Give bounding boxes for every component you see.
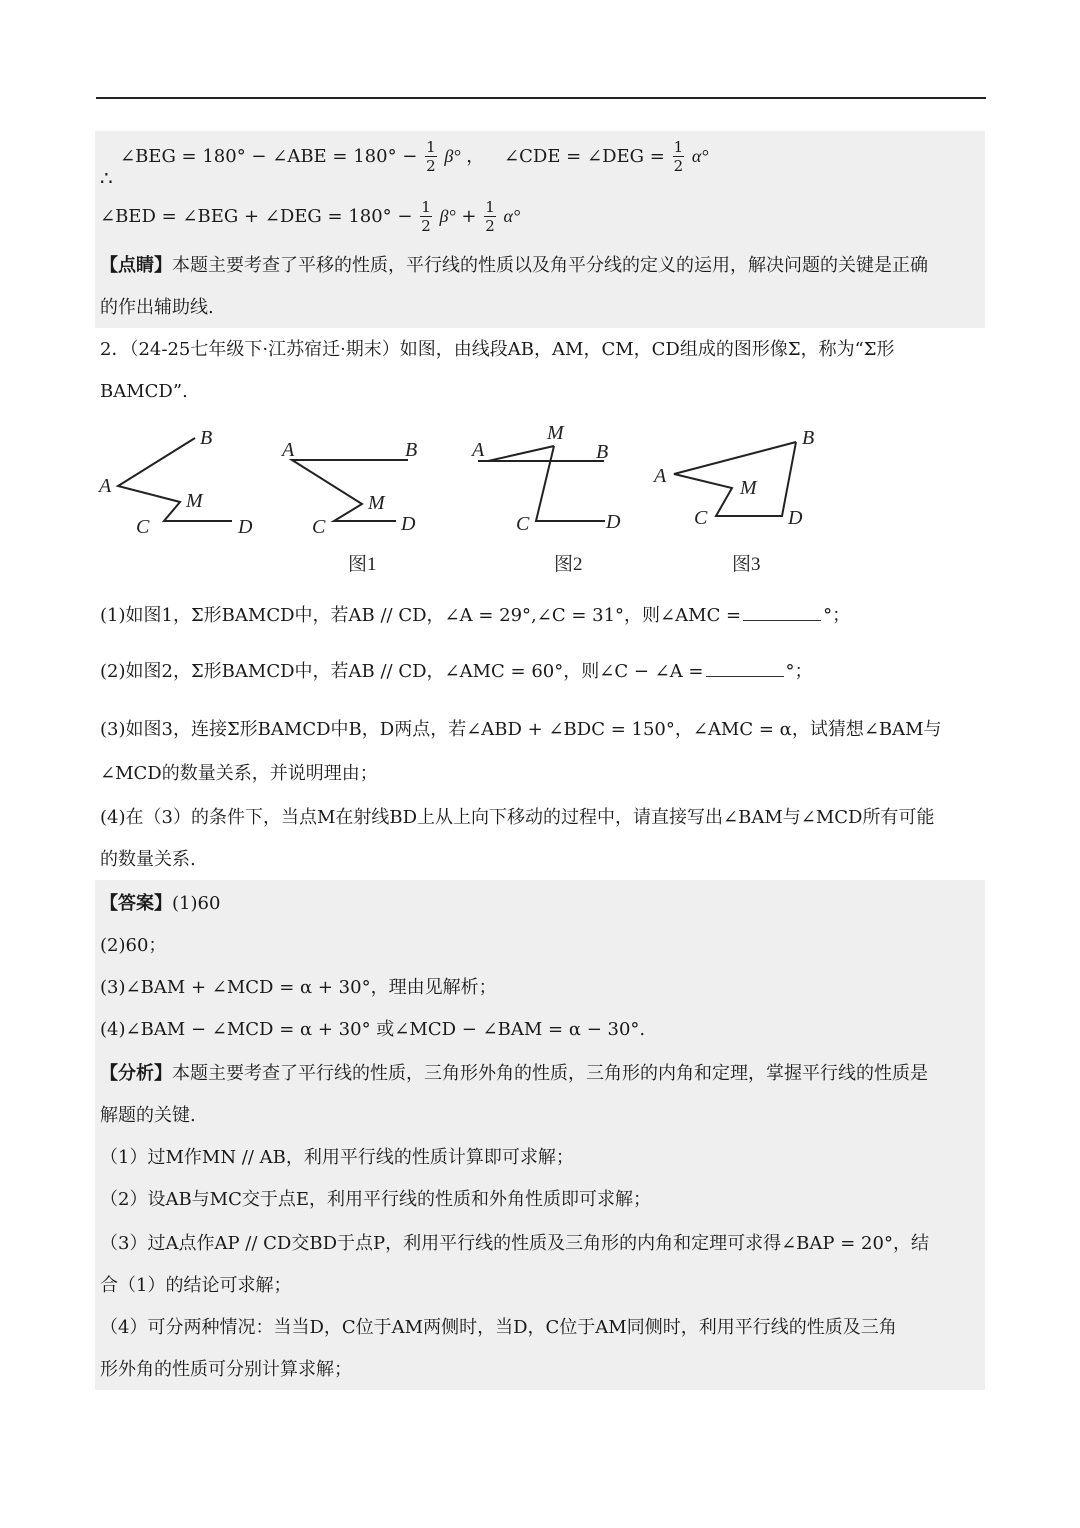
alpha-symbol: α° [691, 146, 709, 166]
f2-label-c: C [312, 516, 326, 538]
dianjing-label: 【点睛】 [100, 255, 172, 276]
question-line-1: 2．（24-25七年级下·江苏宿迁·期末）如图，由线段AB，AM，CM，CD组成的图形像Σ，称为“Σ形 [100, 339, 895, 360]
frac-half-1: $\frac{1}{2}$ [426, 138, 436, 175]
fig2-caption: 图2 [554, 554, 583, 575]
f4-label-m: M [740, 477, 757, 499]
step-2: （2）设AB与MC交于点E，利用平行线的性质和外角性质即可求解； [100, 1189, 652, 1210]
sigma-figures [0, 418, 1080, 598]
q3-line-2: ∠MCD的数量关系，并说明理由； [100, 763, 378, 784]
f3-label-a: A [472, 439, 485, 461]
analysis-line-2: 解题的关键. [100, 1105, 196, 1126]
eq-line-3 [100, 200, 520, 234]
question-line-2: BAMCD”. [100, 381, 188, 402]
q1-blank [743, 602, 821, 621]
f2-label-m: M [368, 492, 385, 514]
answer-3: (3)∠BAM + ∠MCD = α + 30°，理由见解析； [100, 977, 497, 998]
q3-line-1: (3)如图3，连接Σ形BAMCD中B，D两点，若∠ABD + ∠BDC = 150°，∠AMC = α，试猜想∠BAM与 [100, 719, 942, 740]
step-4-line-1: （4）可分两种情况：当当D，C位于AM两侧时，当D，C位于AM同侧时，利用平行线的性质及三角 [100, 1317, 897, 1338]
q2 [100, 658, 813, 686]
q2-tail: °； [785, 661, 813, 682]
dianjing-line-2: 的作出辅助线. [100, 297, 214, 318]
fig3-caption: 图3 [732, 554, 761, 575]
step-4-line-2: 形外角的性质可分别计算求解； [100, 1359, 352, 1380]
q4-line-1: (4)在（3）的条件下，当点M在射线BD上从上向下移动的过程中，请直接写出∠BAM与∠MCD所有可能 [100, 807, 935, 828]
answer-4: (4)∠BAM − ∠MCD = α + 30° 或∠MCD − ∠BAM = α − 30°. [100, 1019, 646, 1040]
q1-text: (1)如图1，Σ形BAMCD中，若AB // CD，∠A = 29°,∠C = 31°，则∠AMC = [100, 605, 742, 626]
beta-symbol: β° [444, 146, 461, 166]
q2-blank [706, 658, 784, 677]
f4-label-d: D [788, 507, 803, 529]
f3-label-m: M [547, 422, 564, 444]
plus-sign: + [461, 206, 477, 227]
analysis-text-1: 本题主要考查了平行线的性质，三角形外角的性质，三角形的内角和定理，掌握平行线的性质是 [172, 1063, 928, 1084]
f1-label-a: A [99, 475, 112, 497]
f1-label-m: M [186, 490, 203, 512]
comma: ， [466, 146, 485, 167]
fig3-shape [536, 446, 605, 521]
step-3-line-2: 合（1）的结论可求解； [100, 1275, 292, 1296]
f3-label-c: C [516, 513, 530, 535]
frac-half-3: $\frac{1}{2}$ [421, 198, 431, 235]
answer-1 [100, 890, 220, 918]
q2-text: (2)如图2，Σ形BAMCD中，若AB // CD，∠AMC = 60°，则∠C − ∠A = [100, 661, 704, 682]
fig2-shape [292, 460, 408, 521]
f2-label-b: B [405, 439, 418, 461]
fig3-top [488, 446, 554, 461]
q1-tail: °； [823, 605, 851, 626]
f4-label-a: A [654, 465, 667, 487]
analysis-label: 【分析】 [100, 1063, 172, 1084]
f1-label-c: C [136, 516, 150, 538]
analysis-line-1 [100, 1060, 928, 1088]
eq-line-1 [100, 140, 709, 174]
frac-half-2: $\frac{1}{2}$ [673, 138, 684, 175]
f4-label-b: B [802, 427, 815, 449]
f1-label-b: B [200, 427, 213, 449]
eq3-text: ∠BED = ∠BEG + ∠DEG = 180° − [100, 206, 413, 227]
answer-1-text: (1)60 [172, 893, 221, 914]
f4-label-c: C [694, 507, 708, 529]
f3-label-d: D [606, 511, 621, 533]
step-3-line-1: （3）过A点作AP // CD交BD于点P，利用平行线的性质及三角形的内角和定理可求得∠BAP = 20°，结 [100, 1233, 929, 1254]
f1-label-d: D [238, 516, 253, 538]
q4-line-2: 的数量关系. [100, 849, 196, 870]
answer-2: (2)60； [100, 935, 167, 956]
fig1-caption: 图1 [348, 554, 377, 575]
dianjing-line-1 [100, 252, 928, 280]
dianjing-text-1: 本题主要考查了平移的性质，平行线的性质以及角平分线的定义的运用，解决问题的关键是正确 [172, 255, 928, 276]
q1 [100, 602, 850, 630]
alpha-symbol-2: α° [503, 206, 521, 226]
header-rule [96, 97, 986, 99]
f3-label-b: B [596, 441, 609, 463]
frac-half-4: $\frac{1}{2}$ [485, 198, 495, 235]
fig1-shape [118, 438, 232, 521]
eq2-text: ∠CDE = ∠DEG = [504, 146, 665, 167]
beta-symbol-2: β° [439, 206, 456, 226]
f2-label-d: D [401, 513, 416, 535]
fig4-shape [674, 442, 796, 516]
step-1: （1）过M作MN // AB，利用平行线的性质计算即可求解； [100, 1147, 574, 1168]
eq1-text: ∠BEG = 180° − ∠ABE = 180° − [120, 146, 418, 167]
answer-label: 【答案】 [100, 893, 172, 914]
f2-label-a: A [282, 439, 295, 461]
therefore-symbol: ∴ [100, 166, 113, 190]
